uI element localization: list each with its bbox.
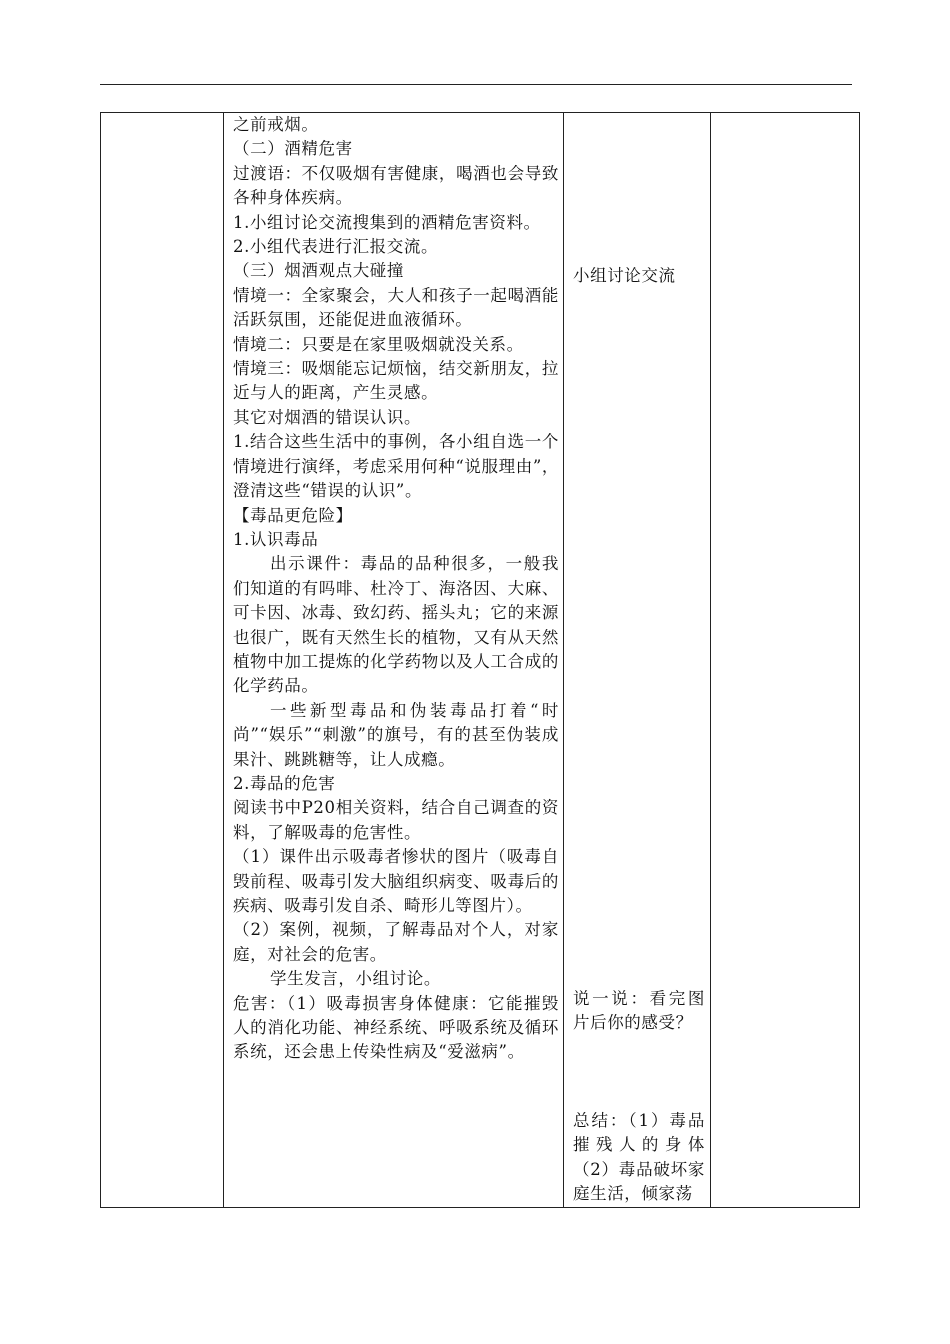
paragraph: 情境一：全家聚会，大人和孩子一起喝酒能活跃氛围，还能促进血液循环。: [233, 285, 559, 330]
paragraph: 1.结合这些生活中的事例，各小组自选一个情境进行演绎，考虑采用何种“说服理由”，澄清这些“错误的认识”。: [233, 432, 559, 501]
activity-text: 总结：（1）毒品摧残人的身体（2）毒品破坏家庭生活，倾家荡: [573, 1111, 705, 1204]
paragraph: 1.小组讨论交流搜集到的酒精危害资料。: [233, 212, 541, 232]
paragraph: 2.小组代表进行汇报交流。: [233, 237, 439, 257]
activity-text: 说一说：看完图片后你的感受？: [573, 989, 705, 1033]
section-heading: 2.毒品的危害: [233, 773, 336, 793]
section-heading: （三）烟酒观点大碰撞: [233, 261, 404, 281]
paragraph: 阅读书中P20相关资料，结合自己调查的资料，了解吸毒的危害性。: [233, 798, 559, 842]
paragraph: 一些新型毒品和伪装毒品打着“时尚”“娱乐”“刺激”的旗号，有的甚至伪装成果汁、跳跳糖等，让人成瘾。: [233, 700, 559, 769]
paragraph: 出示课件：毒品的品种很多，一般我们知道的有吗啡、杜冷丁、海洛因、大麻、可卡因、冰毒、致幻药、摇头丸；它的来源也很广，既有天然生长的植物，又有从天然植物中加工提炼的化学药物以及人工合成的化学药品。: [233, 554, 559, 696]
column-divider: [223, 113, 224, 1207]
section-heading: 【毒品更危险】: [233, 505, 353, 525]
paragraph: 其它对烟酒的错误认识。: [233, 407, 422, 427]
header-rule: [100, 84, 852, 85]
paragraph: （1）课件出示吸毒者惨状的图片（吸毒自毁前程、吸毒引发大脑组织病变、吸毒后的疾病、吸毒引发自杀、畸形儿等图片）。: [233, 847, 559, 915]
paragraph: 之前戒烟。: [233, 115, 319, 134]
paragraph: （2）案例，视频，了解毒品对个人，对家庭，对社会的危害。: [233, 920, 559, 964]
paragraph: 过渡语：不仅吸烟有害健康，喝酒也会导致各种身体疾病。: [233, 163, 559, 208]
student-activity-say: [573, 987, 705, 1036]
lesson-table: [100, 112, 860, 1208]
paragraph: 学生发言，小组讨论。: [270, 969, 441, 989]
paragraph: 情境二：只要是在家里吸烟就没关系。: [233, 334, 524, 354]
column-divider: [563, 113, 564, 1207]
section-heading: 1.认识毒品: [233, 529, 319, 549]
paragraph: 危害：（1）吸毒损害身体健康：它能摧毁人的消化功能、神经系统、呼吸系统及循环系统，还会患上传染性病及“爱滋病”。: [233, 993, 559, 1062]
paragraph: 情境三：吸烟能忘记烦恼，结交新朋友，拉近与人的距离，产生灵感。: [233, 359, 559, 403]
student-activity-discuss: [573, 264, 705, 288]
student-activity-summary: [573, 1109, 705, 1207]
teaching-content-cell: [233, 113, 559, 1065]
column-divider: [710, 113, 711, 1207]
section-heading: （二）酒精危害: [233, 139, 353, 159]
activity-text: 小组讨论交流: [573, 266, 676, 285]
